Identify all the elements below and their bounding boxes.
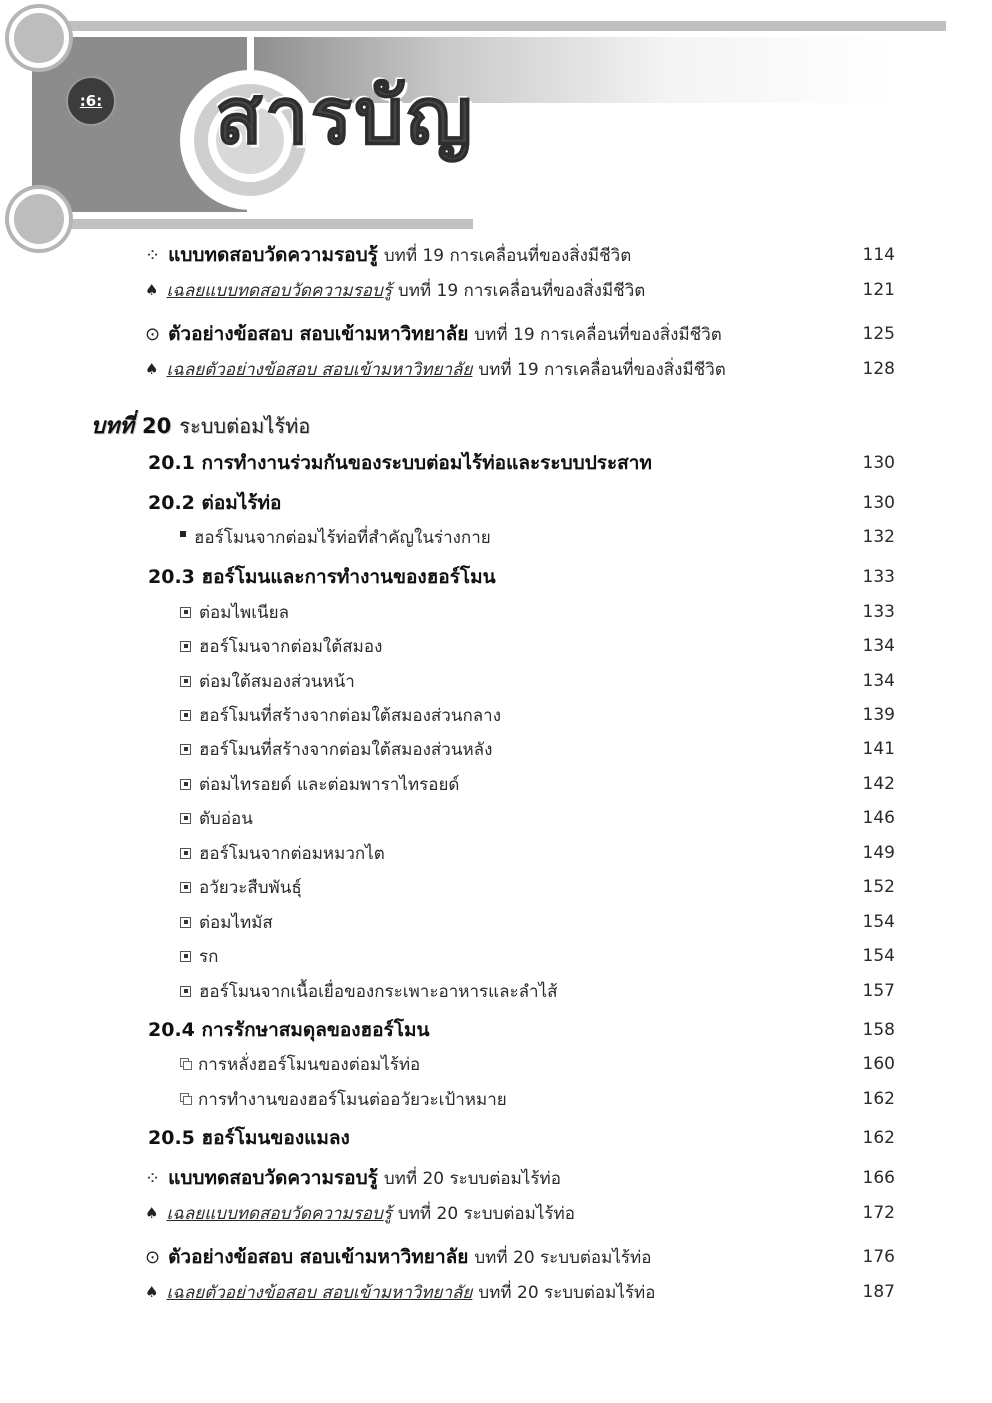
boxed-dot-icon	[180, 641, 191, 652]
dotted-circle-icon: ⁘	[145, 244, 161, 266]
subsection-title: อวัยวะสืบพันธุ์	[199, 877, 302, 898]
page-number: 160	[862, 1054, 895, 1074]
page-number: 139	[862, 705, 895, 725]
toc-entry[interactable]	[0, 1199, 992, 1227]
toc-entry[interactable]	[0, 355, 992, 383]
spade-icon: ♠	[145, 1283, 159, 1301]
spade-icon: ♠	[145, 360, 159, 378]
toc-subsection[interactable]	[0, 1050, 992, 1078]
page-number: 162	[862, 1089, 895, 1109]
page-number: 134	[862, 636, 895, 656]
subsection-title: ฮอร์โมนจากต่อมหมวกไต	[199, 843, 385, 864]
entry-title: เฉลยตัวอย่างข้อสอบ สอบเข้ามหาวิทยาลัย	[166, 1282, 473, 1303]
subsection-title: ฮอร์โมนจากต่อมใต้สมอง	[199, 636, 383, 657]
chapter-label: บทที่	[91, 414, 134, 439]
page-number: 114	[862, 245, 895, 265]
page-number: 146	[862, 808, 895, 828]
subsection-title: ฮอร์โมนจากเนื้อเยื่อของกระเพาะอาหารและลำไส้	[199, 981, 558, 1002]
subsection-title: ต่อมใต้สมองส่วนหน้า	[199, 671, 355, 692]
page-number: 152	[862, 877, 895, 897]
toc-entry[interactable]	[0, 1164, 992, 1192]
entry-title: เฉลยแบบทดสอบวัดความรอบรู้	[166, 1203, 392, 1224]
toc-entry[interactable]	[0, 320, 992, 348]
entry-subtitle: บทที่ 19 การเคลื่อนที่ของสิ่งมีชีวิต	[474, 324, 722, 345]
entry-title: ตัวอย่างข้อสอบ สอบเข้ามหาวิทยาลัย	[168, 323, 469, 345]
subsection-title: ต่อมไทมัส	[199, 912, 273, 933]
toc-entry[interactable]	[0, 241, 992, 269]
subsection-title: ฮอร์โมนที่สร้างจากต่อมใต้สมองส่วนกลาง	[199, 705, 502, 726]
page-number: 157	[862, 981, 895, 1001]
entry-title: แบบทดสอบวัดความรอบรู้	[168, 1167, 378, 1189]
toc-subsection[interactable]	[0, 701, 992, 729]
page-number: 125	[862, 324, 895, 344]
entry-subtitle: บทที่ 20 ระบบต่อมไร้ท่อ	[474, 1247, 652, 1268]
subsection-title: การทำงานของฮอร์โมนต่ออวัยวะเป้าหมาย	[198, 1089, 507, 1110]
toc-subsection[interactable]	[0, 632, 992, 660]
page-number: 187	[862, 1282, 895, 1302]
page-number: 158	[862, 1020, 895, 1040]
entry-subtitle: บทที่ 20 ระบบต่อมไร้ท่อ	[397, 1203, 575, 1224]
page-number: 133	[862, 567, 895, 587]
toc-subsection[interactable]	[0, 735, 992, 763]
boxed-dot-icon	[180, 951, 191, 962]
boxed-dot-icon	[180, 607, 191, 618]
page-number: 128	[862, 359, 895, 379]
decorative-bar-bottom	[68, 219, 473, 229]
toc-entry[interactable]	[0, 1278, 992, 1306]
page-number: 172	[862, 1203, 895, 1223]
boxed-dot-icon	[180, 710, 191, 721]
entry-subtitle: บทที่ 19 การเคลื่อนที่ของสิ่งมีชีวิต	[383, 245, 632, 266]
chapter-number: 20	[141, 414, 172, 438]
dotted-circle-icon: ⁘	[145, 1167, 161, 1189]
section-title: 20.3 ฮอร์โมนและการทำงานของฮอร์โมน	[148, 566, 496, 588]
boxed-dot-icon	[180, 744, 191, 755]
toc-subsection[interactable]	[0, 598, 992, 626]
page-number: 141	[862, 739, 895, 759]
section-title: 20.5 ฮอร์โมนของแมลง	[148, 1127, 350, 1149]
toc-subsection[interactable]	[0, 873, 992, 901]
decorative-circle-icon	[9, 189, 69, 249]
toc-subsection[interactable]	[0, 1085, 992, 1113]
page-number: 132	[862, 527, 895, 547]
double-box-icon	[180, 1093, 192, 1105]
chapter-name: ระบบต่อมไร้ท่อ	[179, 414, 311, 438]
page-number: 176	[862, 1247, 895, 1267]
subsection-title: ต่อมไทรอยด์ และต่อมพาราไทรอยด์	[199, 774, 460, 795]
boxed-dot-icon	[180, 779, 191, 790]
page-number: 166	[862, 1168, 895, 1188]
boxed-dot-icon	[180, 986, 191, 997]
subsection-title: ต่อมไพเนียล	[199, 602, 290, 623]
entry-subtitle: บทที่ 19 การเคลื่อนที่ของสิ่งมีชีวิต	[478, 359, 726, 380]
entry-title: ตัวอย่างข้อสอบ สอบเข้ามหาวิทยาลัย	[168, 1246, 469, 1268]
entry-subtitle: บทที่ 20 ระบบต่อมไร้ท่อ	[478, 1282, 656, 1303]
bullseye-icon: ⊙	[145, 1246, 161, 1268]
toc-section[interactable]	[0, 1016, 992, 1044]
subsection-title: รก	[199, 946, 219, 967]
double-box-icon	[180, 1058, 192, 1070]
page-number-badge: :6:	[66, 76, 116, 126]
section-title: 20.1 การทำงานร่วมกันของระบบต่อมไร้ท่อและระบบประสาท	[148, 452, 652, 474]
toc-entry[interactable]	[0, 276, 992, 304]
square-bullet-icon	[180, 531, 186, 537]
toc-subsection[interactable]	[0, 667, 992, 695]
boxed-dot-icon	[180, 882, 191, 893]
toc-subsection[interactable]	[0, 804, 992, 832]
subsection-title: การหลั่งฮอร์โมนของต่อมไร้ท่อ	[198, 1054, 421, 1075]
bullseye-icon: ⊙	[145, 323, 161, 345]
toc-section[interactable]	[0, 489, 992, 517]
toc-section[interactable]	[0, 1124, 992, 1152]
toc-section[interactable]	[0, 563, 992, 591]
page-number: 162	[862, 1128, 895, 1148]
page-number: 121	[862, 280, 895, 300]
entry-title: เฉลยแบบทดสอบวัดความรอบรู้	[166, 280, 392, 301]
decorative-circle-icon	[9, 8, 69, 68]
chapter-heading	[91, 408, 310, 443]
subsection-title: ตับอ่อน	[199, 808, 253, 829]
toc-subsection[interactable]	[0, 770, 992, 798]
page-number: 154	[862, 946, 895, 966]
entry-title: เฉลยตัวอย่างข้อสอบ สอบเข้ามหาวิทยาลัย	[166, 359, 473, 380]
entry-title: แบบทดสอบวัดความรอบรู้	[168, 244, 378, 266]
decorative-bar-top	[68, 21, 946, 31]
boxed-dot-icon	[180, 813, 191, 824]
section-title: 20.4 การรักษาสมดุลของฮอร์โมน	[148, 1019, 430, 1041]
toc-subsection[interactable]	[0, 523, 992, 551]
page-number: 149	[862, 843, 895, 863]
subsection-title: ฮอร์โมนที่สร้างจากต่อมใต้สมองส่วนหลัง	[199, 739, 493, 760]
toc-section[interactable]	[0, 449, 992, 477]
spade-icon: ♠	[145, 1204, 159, 1222]
page-number: 130	[862, 493, 895, 513]
page-number: 133	[862, 602, 895, 622]
toc-subsection[interactable]	[0, 908, 992, 936]
toc-subsection[interactable]	[0, 942, 992, 970]
boxed-dot-icon	[180, 917, 191, 928]
page-number: 134	[862, 671, 895, 691]
boxed-dot-icon	[180, 676, 191, 687]
toc-entry[interactable]	[0, 1243, 992, 1271]
subsection-title: ฮอร์โมนจากต่อมไร้ท่อที่สำคัญในร่างกาย	[194, 527, 491, 548]
spade-icon: ♠	[145, 281, 159, 299]
page-number: 154	[862, 912, 895, 932]
entry-subtitle: บทที่ 19 การเคลื่อนที่ของสิ่งมีชีวิต	[397, 280, 646, 301]
entry-subtitle: บทที่ 20 ระบบต่อมไร้ท่อ	[383, 1168, 561, 1189]
page-number: 130	[862, 453, 895, 473]
toc-subsection[interactable]	[0, 977, 992, 1005]
page-title: สารบัญ	[215, 72, 475, 162]
boxed-dot-icon	[180, 848, 191, 859]
page-header	[0, 0, 992, 245]
section-title: 20.2 ต่อมไร้ท่อ	[148, 492, 282, 514]
page-number: 142	[862, 774, 895, 794]
toc-subsection[interactable]	[0, 839, 992, 867]
